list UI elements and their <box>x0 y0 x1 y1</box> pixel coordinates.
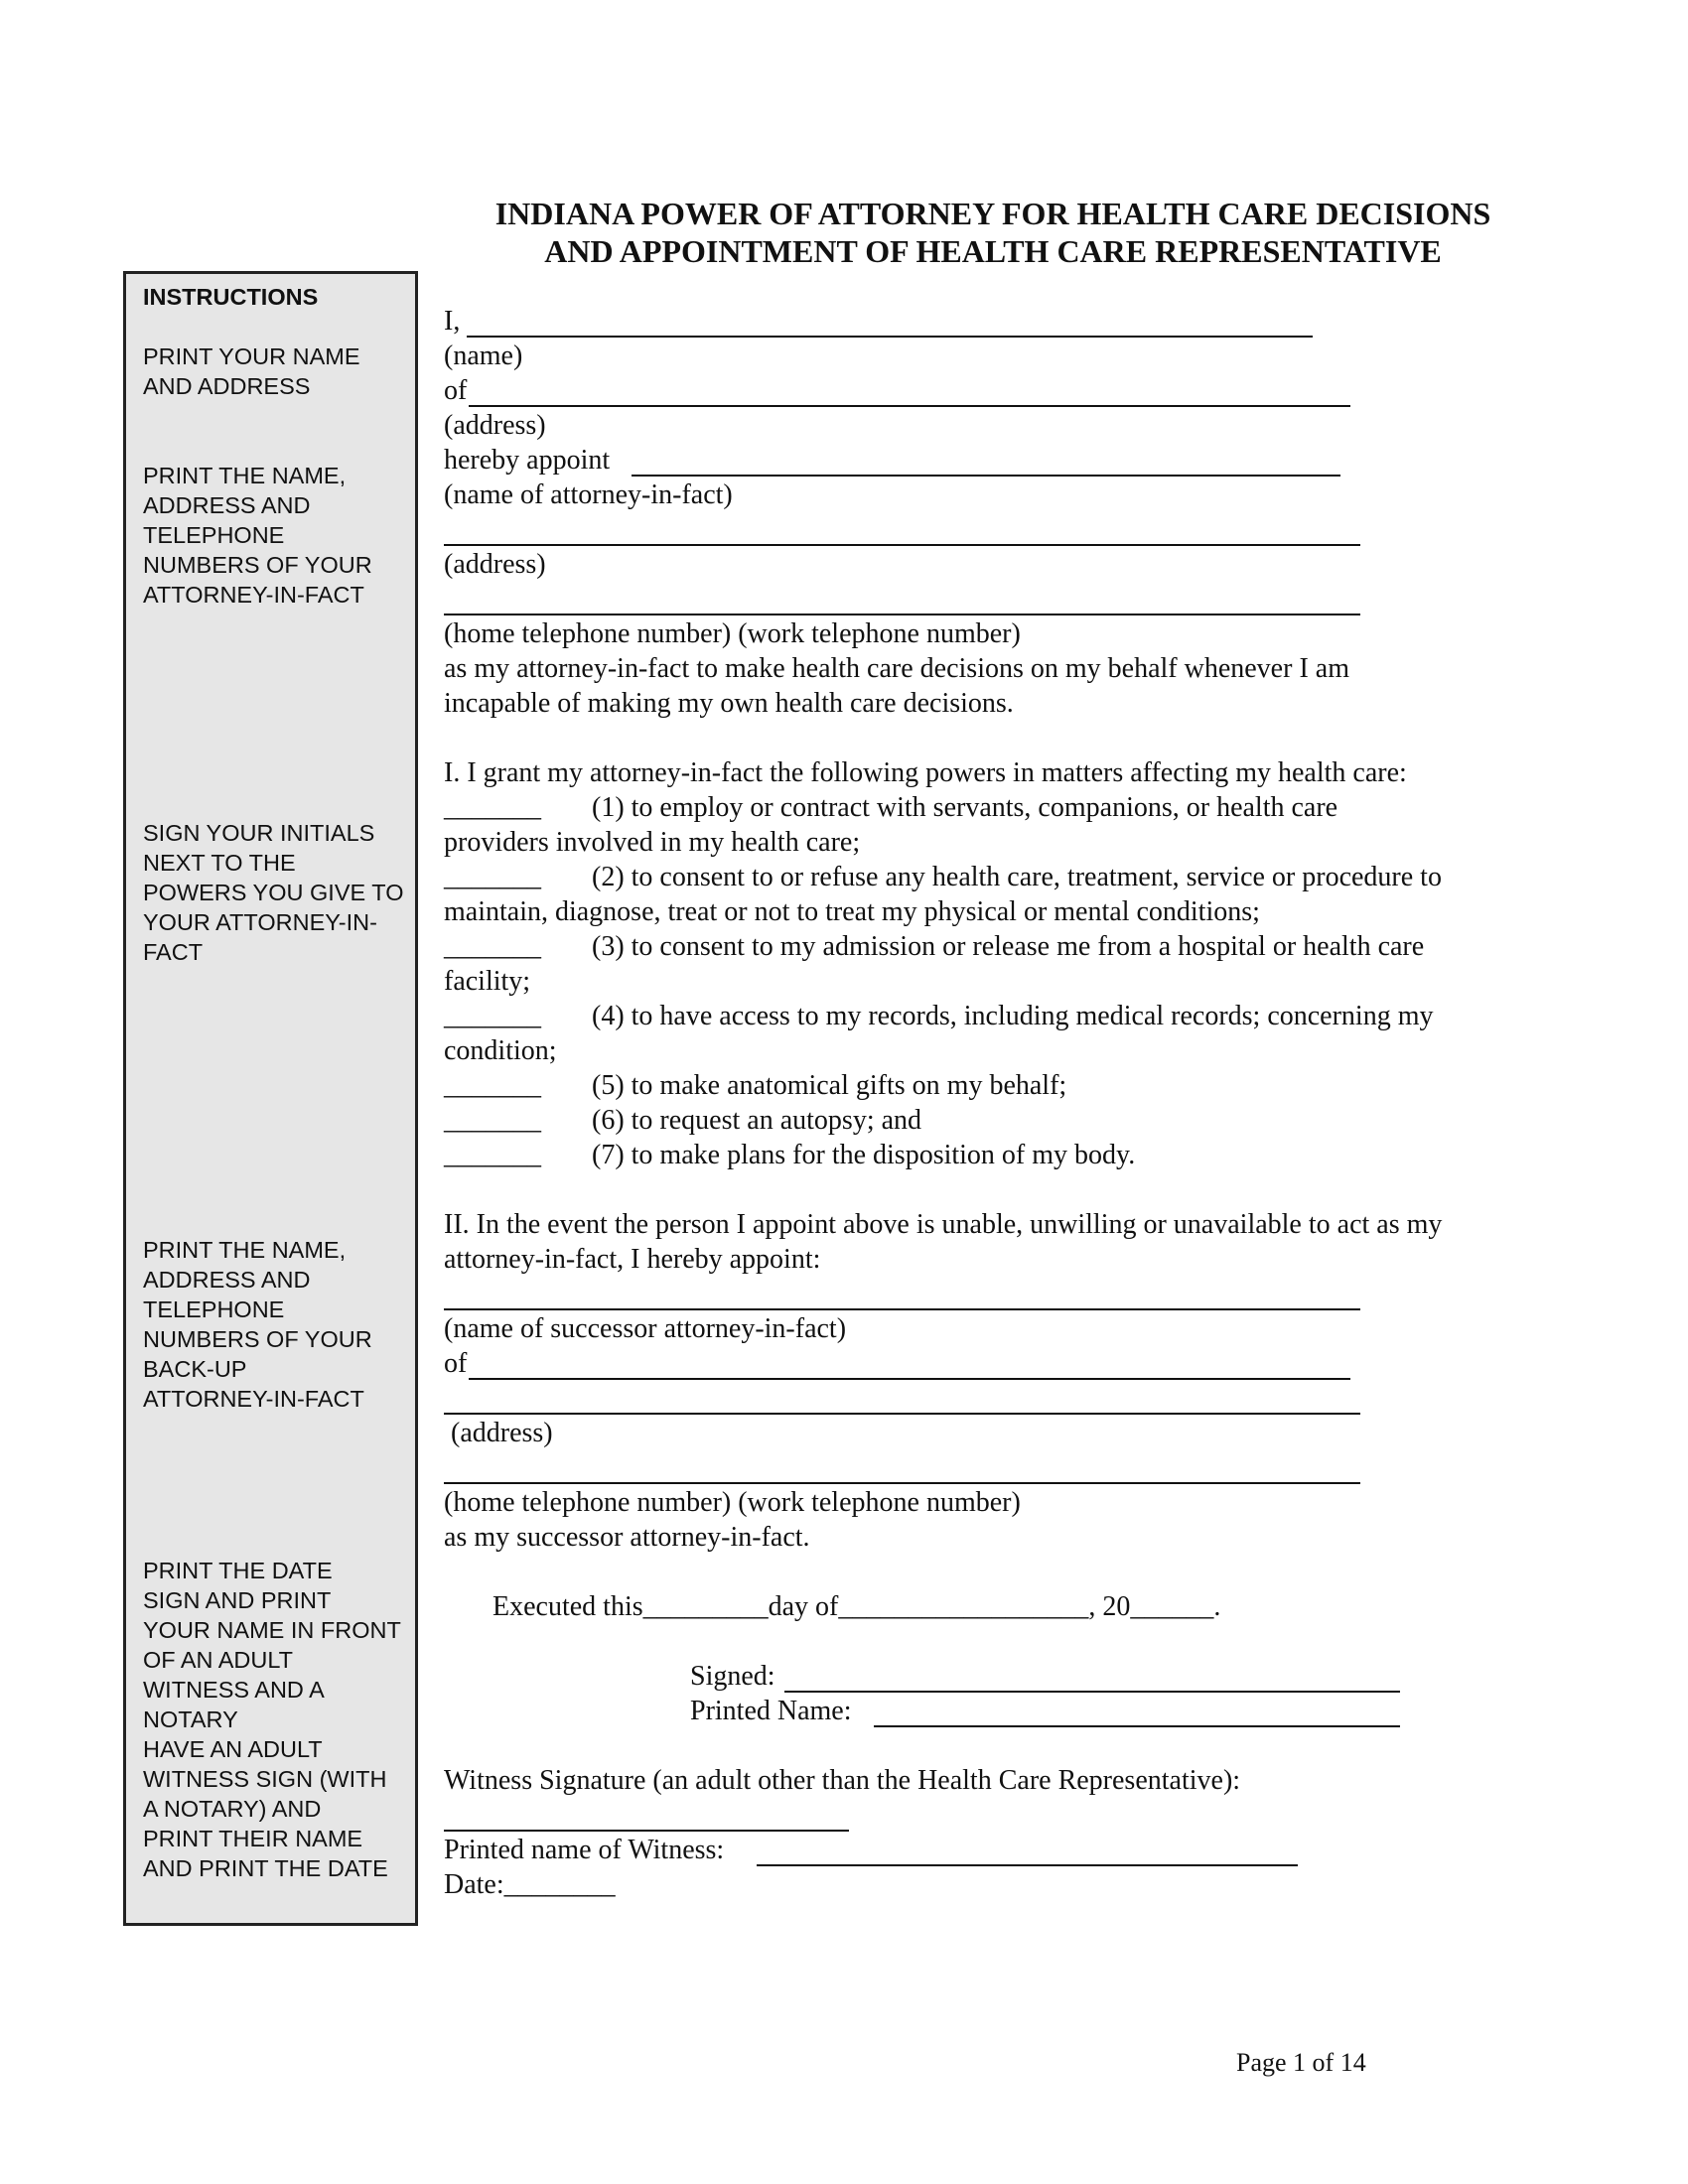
power-3-text-b: facility; <box>444 966 531 997</box>
title-line-2: AND APPOINTMENT OF HEALTH CARE REPRESENTATIVE <box>544 233 1442 269</box>
principal-address-field[interactable] <box>469 405 1350 407</box>
power-4-text-a: (4) to have access to my records, including medical records; concerning my <box>592 1001 1434 1031</box>
successor-phone-label: (home telephone number) (work telephone number) <box>444 1487 1021 1518</box>
page-number: Page 1 of 14 <box>1236 2048 1366 2077</box>
attorney-phone-field[interactable] <box>444 614 1360 615</box>
instructions-heading: INSTRUCTIONS <box>143 284 319 310</box>
attorney-name-field[interactable] <box>632 475 1340 477</box>
power-5-text: (5) to make anatomical gifts on my behalf; <box>592 1070 1067 1101</box>
of-prefix: of <box>444 375 468 406</box>
witness-date-line[interactable]: Date:________ <box>444 1869 616 1900</box>
successor-phone-field[interactable] <box>444 1482 1360 1484</box>
i-prefix: I, <box>444 306 461 337</box>
successor-of-prefix: of <box>444 1348 468 1379</box>
power-2-text-a: (2) to consent to or refuse any health care, treatment, service or procedure to <box>592 862 1442 892</box>
power-6-initials-blank[interactable]: _______ <box>444 1105 541 1136</box>
power-6-text: (6) to request an autopsy; and <box>592 1105 922 1136</box>
as-attorney-line-1: as my attorney-in-fact to make health care decisions on my behalf whenever I am <box>444 653 1349 684</box>
power-4-initials-blank[interactable]: _______ <box>444 1001 541 1031</box>
power-3-initials-blank[interactable]: _______ <box>444 931 541 962</box>
power-1-initials-blank[interactable]: _______ <box>444 792 541 823</box>
witness-signature-label: Witness Signature (an adult other than the Health Care Representative): <box>444 1765 1241 1796</box>
successor-address-field-1[interactable] <box>469 1378 1350 1380</box>
witness-printed-name-label: Printed name of Witness: <box>444 1835 725 1865</box>
power-5-initials-blank[interactable]: _______ <box>444 1070 541 1101</box>
power-3-text-a: (3) to consent to my admission or release me from a hospital or health care <box>592 931 1425 962</box>
attorney-address-label: (address) <box>444 549 546 580</box>
power-2-text-b: maintain, diagnose, treat or not to treat my physical or mental conditions; <box>444 896 1260 927</box>
successor-address-field-2[interactable] <box>444 1413 1360 1415</box>
name-label: (name) <box>444 341 523 371</box>
power-2-initials-blank[interactable]: _______ <box>444 862 541 892</box>
successor-address-label: (address) <box>444 1418 553 1448</box>
power-1-text-b: providers involved in my health care; <box>444 827 861 858</box>
executed-line[interactable]: Executed this_________day of__________________, 20______. <box>492 1591 1221 1622</box>
signature-field[interactable] <box>784 1691 1400 1693</box>
power-4-text-b: condition; <box>444 1035 557 1066</box>
power-1-text-a: (1) to employ or contract with servants, companions, or health care <box>592 792 1338 823</box>
address-label: (address) <box>444 410 546 441</box>
powers-intro: I. I grant my attorney-in-fact the following powers in matters affecting my health care: <box>444 757 1407 788</box>
power-7-initials-blank[interactable]: _______ <box>444 1140 541 1170</box>
witness-signature-field[interactable] <box>444 1830 849 1832</box>
attorney-name-label: (name of attorney-in-fact) <box>444 479 733 510</box>
printed-name-label: Printed Name: <box>690 1696 852 1726</box>
as-successor-text: as my successor attorney-in-fact. <box>444 1522 810 1553</box>
printed-name-field[interactable] <box>874 1725 1400 1727</box>
successor-intro-line-1: II. In the event the person I appoint above is unable, unwilling or unavailable to act as my <box>444 1209 1443 1240</box>
witness-printed-name-field[interactable] <box>757 1864 1298 1866</box>
attorney-phone-label: (home telephone number) (work telephone number) <box>444 618 1021 649</box>
instruction-signing: PRINT THE DATE SIGN AND PRINT YOUR NAME IN FRONT OF AN ADULT WITNESS AND A NOTARY HAVE AN ADULT WITNESS SIGN (WITH A NOTARY) AND PRINT THEIR NAME AND PRINT THE DATE <box>143 1558 401 1881</box>
instruction-initials: SIGN YOUR INITIALS NEXT TO THE POWERS YOU GIVE TO YOUR ATTORNEY-IN- FACT <box>143 820 404 965</box>
title-line-1: INDIANA POWER OF ATTORNEY FOR HEALTH CARE DECISIONS <box>494 196 1491 231</box>
hereby-appoint-label: hereby appoint <box>444 445 611 476</box>
successor-name-label: (name of successor attorney-in-fact) <box>444 1313 847 1344</box>
instruction-name-address: PRINT YOUR NAME AND ADDRESS <box>143 343 360 399</box>
as-attorney-line-2: incapable of making my own health care decisions. <box>444 688 1014 719</box>
instruction-attorney-info: PRINT THE NAME, ADDRESS AND TELEPHONE NUMBERS OF YOUR ATTORNEY-IN-FACT <box>143 463 372 608</box>
signed-label: Signed: <box>690 1661 775 1692</box>
principal-name-field[interactable] <box>467 336 1313 338</box>
successor-name-field[interactable] <box>444 1308 1360 1310</box>
power-7-text: (7) to make plans for the disposition of my body. <box>592 1140 1136 1170</box>
successor-intro-line-2: attorney-in-fact, I hereby appoint: <box>444 1244 821 1275</box>
attorney-address-field[interactable] <box>444 544 1360 546</box>
instruction-backup-attorney: PRINT THE NAME, ADDRESS AND TELEPHONE NUMBERS OF YOUR BACK-UP ATTORNEY-IN-FACT <box>143 1237 372 1412</box>
